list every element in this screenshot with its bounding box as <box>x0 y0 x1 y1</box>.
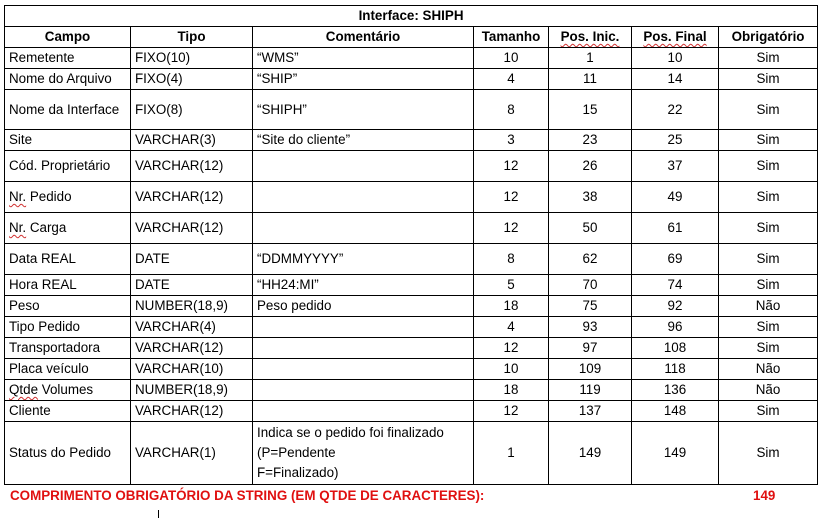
cell-tamanho: 12 <box>474 401 549 422</box>
cell-obrigatorio: Não <box>719 359 818 380</box>
cell-tipo: VARCHAR(12) <box>131 182 253 213</box>
cell-tipo: NUMBER(18,9) <box>131 296 253 317</box>
cell-pos-final: 10 <box>632 48 719 69</box>
cell-tamanho: 12 <box>474 182 549 213</box>
table-title: Interface: SHIPH <box>5 6 818 27</box>
cell-pos-inic: 119 <box>549 380 632 401</box>
cell-tipo: VARCHAR(3) <box>131 130 253 151</box>
table-row <box>5 213 818 244</box>
cell-tamanho: 4 <box>474 69 549 90</box>
cell-comentario <box>253 422 474 485</box>
cell-pos-inic: 50 <box>549 213 632 244</box>
cell-tamanho: 12 <box>474 338 549 359</box>
cell-obrigatorio: Sim <box>719 275 818 296</box>
cell-comentario <box>253 401 474 422</box>
cell-pos-inic: 97 <box>549 338 632 359</box>
cell-campo: Nr. Carga <box>5 213 131 244</box>
cell-campo: Nome do Arquivo <box>5 69 131 90</box>
cell-comentario <box>253 151 474 182</box>
cell-comentario: “SHIPH” <box>253 90 474 130</box>
cell-tipo: NUMBER(18,9) <box>131 380 253 401</box>
cell-campo: Nome da Interface <box>5 90 131 130</box>
cell-campo: Cód. Proprietário <box>5 151 131 182</box>
cell-tipo: VARCHAR(12) <box>131 401 253 422</box>
cell-pos-final: 69 <box>632 244 719 275</box>
cell-pos-inic: 137 <box>549 401 632 422</box>
cell-obrigatorio: Sim <box>719 213 818 244</box>
cell-pos-final: 118 <box>632 359 719 380</box>
cell-tipo: VARCHAR(4) <box>131 317 253 338</box>
cell-obrigatorio: Sim <box>719 338 818 359</box>
cell-tipo: DATE <box>131 275 253 296</box>
cell-tamanho: 4 <box>474 317 549 338</box>
cell-pos-final: 136 <box>632 380 719 401</box>
cell-campo: Peso <box>5 296 131 317</box>
cell-obrigatorio: Não <box>719 380 818 401</box>
table-row <box>5 296 818 317</box>
table-row <box>5 69 818 90</box>
cell-comentario <box>253 317 474 338</box>
cell-tipo: FIXO(10) <box>131 48 253 69</box>
cell-campo: Transportadora <box>5 338 131 359</box>
cell-obrigatorio: Não <box>719 296 818 317</box>
col-header-tipo: Tipo <box>131 27 253 48</box>
cell-tamanho: 8 <box>474 90 549 130</box>
cell-tipo: FIXO(8) <box>131 90 253 130</box>
cell-tipo: VARCHAR(10) <box>131 359 253 380</box>
cell-comentario <box>253 338 474 359</box>
cell-pos-final: 96 <box>632 317 719 338</box>
cell-tamanho: 5 <box>474 275 549 296</box>
cell-pos-final: 148 <box>632 401 719 422</box>
cell-obrigatorio: Sim <box>719 317 818 338</box>
col-header-tamanho: Tamanho <box>474 27 549 48</box>
cell-pos-inic: 109 <box>549 359 632 380</box>
table-row <box>5 422 818 485</box>
cell-comentario: “HH24:MI” <box>253 275 474 296</box>
cell-tamanho: 8 <box>474 244 549 275</box>
total-length-value: 149 <box>753 488 776 503</box>
cell-pos-final: 149 <box>632 422 719 485</box>
cell-obrigatorio: Sim <box>719 130 818 151</box>
cell-campo: Remetente <box>5 48 131 69</box>
table-row <box>5 275 818 296</box>
cell-campo: Nr. Pedido <box>5 182 131 213</box>
col-header-campo: Campo <box>5 27 131 48</box>
cell-pos-inic: 1 <box>549 48 632 69</box>
cell-pos-final: 49 <box>632 182 719 213</box>
cell-pos-final: 61 <box>632 213 719 244</box>
cell-comentario <box>253 182 474 213</box>
cell-tipo: DATE <box>131 244 253 275</box>
cell-obrigatorio: Sim <box>719 182 818 213</box>
col-header-pos-final: Pos. Final <box>632 27 719 48</box>
cell-comentario: “DDMMYYYY” <box>253 244 474 275</box>
cell-tipo: VARCHAR(12) <box>131 338 253 359</box>
cell-tipo: FIXO(4) <box>131 69 253 90</box>
cell-campo: Placa veículo <box>5 359 131 380</box>
table-row <box>5 244 818 275</box>
table-row <box>5 130 818 151</box>
cell-pos-inic: 62 <box>549 244 632 275</box>
cell-campo: Qtde Volumes <box>5 380 131 401</box>
cell-obrigatorio: Sim <box>719 90 818 130</box>
cell-tamanho: 12 <box>474 213 549 244</box>
cell-campo: Tipo Pedido <box>5 317 131 338</box>
cell-pos-inic: 70 <box>549 275 632 296</box>
header-row <box>5 27 818 48</box>
interface-spec-table <box>4 5 818 485</box>
cell-comentario: “WMS” <box>253 48 474 69</box>
cell-pos-inic: 23 <box>549 130 632 151</box>
total-length-footer <box>10 488 810 506</box>
cell-obrigatorio: Sim <box>719 151 818 182</box>
cell-tipo: VARCHAR(12) <box>131 151 253 182</box>
col-header-obrigatorio: Obrigatório <box>719 27 818 48</box>
cell-tamanho: 12 <box>474 151 549 182</box>
cell-comentario: Peso pedido <box>253 296 474 317</box>
table-row <box>5 317 818 338</box>
cell-tamanho: 18 <box>474 380 549 401</box>
comment-line: F=Finalizado) <box>257 465 339 480</box>
cell-campo: Site <box>5 130 131 151</box>
cell-tamanho: 3 <box>474 130 549 151</box>
cell-pos-final: 108 <box>632 338 719 359</box>
cell-pos-final: 37 <box>632 151 719 182</box>
total-length-label: COMPRIMENTO OBRIGATÓRIO DA STRING (EM QTDE DE CARACTERES): <box>10 488 485 503</box>
comment-line: Indica se o pedido foi finalizado <box>257 425 444 440</box>
cell-obrigatorio: Sim <box>719 422 818 485</box>
cell-obrigatorio: Sim <box>719 48 818 69</box>
cell-comentario: “Site do cliente” <box>253 130 474 151</box>
cell-pos-inic: 75 <box>549 296 632 317</box>
cell-comentario <box>253 359 474 380</box>
cell-campo: Hora REAL <box>5 275 131 296</box>
cell-tamanho: 1 <box>474 422 549 485</box>
cell-comentario <box>253 380 474 401</box>
cell-campo: Cliente <box>5 401 131 422</box>
cell-obrigatorio: Sim <box>719 401 818 422</box>
cell-tipo: VARCHAR(12) <box>131 213 253 244</box>
comment-line: (P=Pendente <box>257 445 336 460</box>
cell-tamanho: 18 <box>474 296 549 317</box>
table-row <box>5 338 818 359</box>
cell-pos-inic: 11 <box>549 69 632 90</box>
cell-tamanho: 10 <box>474 359 549 380</box>
cell-pos-final: 25 <box>632 130 719 151</box>
table-row <box>5 359 818 380</box>
cell-comentario <box>253 213 474 244</box>
cell-pos-inic: 38 <box>549 182 632 213</box>
cell-pos-final: 14 <box>632 69 719 90</box>
cell-pos-final: 22 <box>632 90 719 130</box>
cell-tamanho: 10 <box>474 48 549 69</box>
table-row <box>5 401 818 422</box>
table-row <box>5 182 818 213</box>
cell-pos-final: 74 <box>632 275 719 296</box>
table-row <box>5 151 818 182</box>
col-header-comentario: Comentário <box>253 27 474 48</box>
col-header-pos-inic: Pos. Inic. <box>549 27 632 48</box>
cell-pos-inic: 149 <box>549 422 632 485</box>
table-row <box>5 380 818 401</box>
cell-comentario: “SHIP” <box>253 69 474 90</box>
cell-campo: Data REAL <box>5 244 131 275</box>
cell-campo: Status do Pedido <box>5 422 131 485</box>
cell-pos-inic: 93 <box>549 317 632 338</box>
table-row <box>5 48 818 69</box>
cell-pos-final: 92 <box>632 296 719 317</box>
cell-pos-inic: 26 <box>549 151 632 182</box>
cell-obrigatorio: Sim <box>719 69 818 90</box>
cell-tipo: VARCHAR(1) <box>131 422 253 485</box>
cell-pos-inic: 15 <box>549 90 632 130</box>
table-row <box>5 90 818 130</box>
cell-obrigatorio: Sim <box>719 244 818 275</box>
